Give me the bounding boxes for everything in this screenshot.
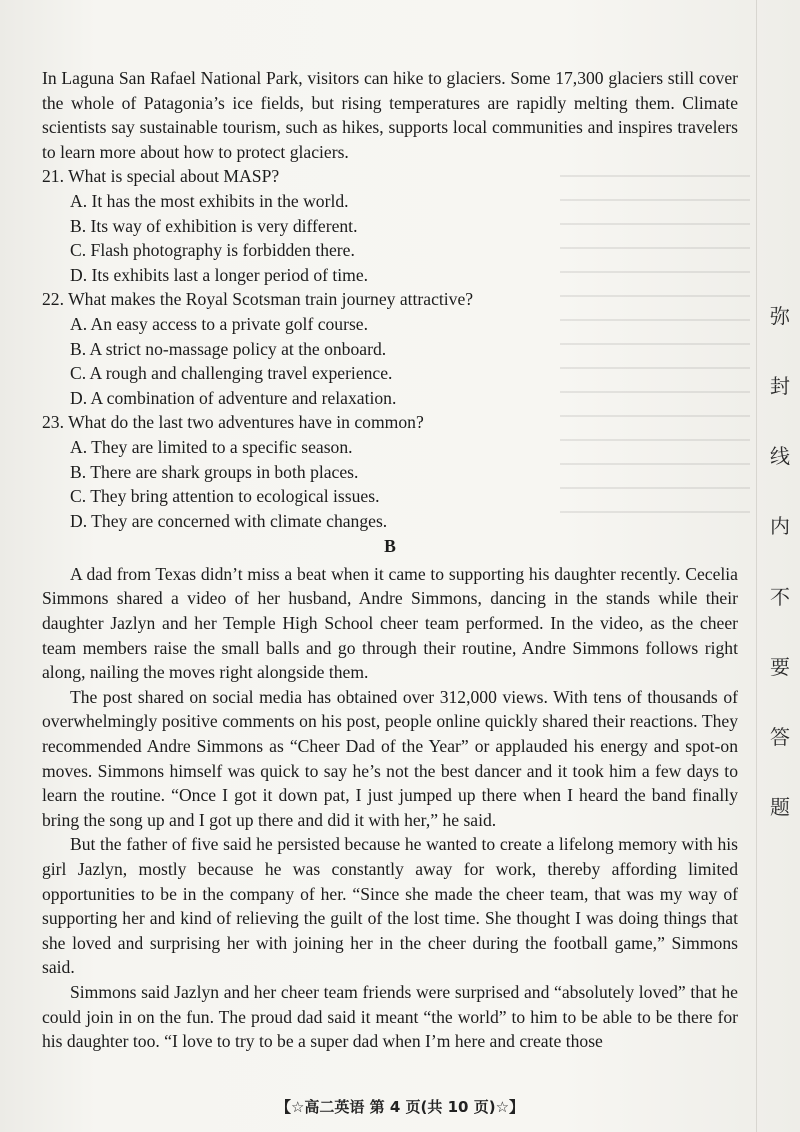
option: B. There are shark groups in both places. [70,461,359,482]
option: C. They bring attention to ecological issues. [70,486,380,507]
passage-b-paragraph-3: But the father of five said he persisted because he wanted to create a lifelong memory with his girl Jazlyn, mostly because he was constantly away for work, thereby affording limited opportunities to be in the company of her. “Since she made the cheer team, that was my way of supporting her and kind of relieving the guilt of the lost time. She thought I was doing things that she loved and surprising her with joining her in the cheer during the football game,” Simmons said. [42,834,738,978]
passage-b-paragraph-1: A dad from Texas didn’t miss a beat when it came to supporting his daughter recently. Cecelia Simmons shared a video of her husband, Andre Simmons, dancing in the stands while their daughter Jazlyn and her Temple High School cheer team performed. In the video, as the cheer team members raise the small balls and go through their routine, Andre Simmons follows right along, nailing the moves right alongside them. [42,563,738,683]
option: B. Its way of exhibition is very different. [70,215,358,236]
binding-margin-notice [760,300,800,820]
passage-b-paragraph-4: Simmons said Jazlyn and her cheer team friends were surprised and “absolutely loved” that he could join in on the fun. The proud dad said it meant “the world” to him to be able to be there for his daughter too. “I love to try to be a super dad when I’m here and create those [42,981,738,1052]
question-23 [42,410,738,533]
passage-a-final-paragraph: In Laguna San Rafael National Park, visitors can hike to glaciers. Some 17,300 glaciers still cover the whole of Patagonia’s ice fields, but rising temperatures are rapidly melting them. Climate scientists say sustainable tourism, such as hikes, supports local communities and inspires travelers to learn more about how to protect glaciers. [42,68,738,162]
option: D. Its exhibits last a longer period of time. [70,264,369,285]
question-stem: 21. What is special about MASP? [42,166,280,187]
page-content [42,66,738,1054]
option: C. Flash photography is forbidden there. [70,240,355,261]
section-b-heading: B [384,536,396,557]
option: A. It has the most exhibits in the world. [70,190,349,211]
option: D. They are concerned with climate changes. [70,510,388,531]
option: A. They are limited to a specific season. [70,436,353,457]
question-stem: 22. What makes the Royal Scotsman train journey attractive? [42,289,474,310]
binding-line [756,0,757,1132]
margin-char: 不 [770,584,790,609]
option: B. A strict no-massage policy at the onboard. [70,338,387,359]
question-21 [42,164,738,287]
margin-char: 封 [770,374,790,399]
margin-char: 题 [770,794,790,819]
question-stem: 23. What do the last two adventures have in common? [42,412,424,433]
passage-b-paragraph-2: The post shared on social media has obtained over 312,000 views. With tens of thousands of overwhelmingly positive comments on his post, people online quickly shared their reactions. They recommended Andre Simmons as “Cheer Dad of the Year” or applauded his energy and spot-on moves. Simmons himself was quick to say he’s not the best dancer and it took him a few days to learn the routine. “Once I got it down pat, I just jumped up there when I heard the band finally bring the song up and I got up there and did it with her,” he said. [42,686,738,830]
page-footer: 【☆高二英语 第 4 页(共 10 页)☆】 [275,1098,525,1116]
margin-char: 线 [770,444,790,469]
margin-char: 答 [770,724,790,749]
option: C. A rough and challenging travel experience. [70,363,393,384]
option: A. An easy access to a private golf course. [70,313,369,334]
margin-char: 要 [770,654,790,679]
margin-char: 弥 [770,304,790,328]
question-22 [42,287,738,410]
margin-char: 内 [770,514,790,539]
option: D. A combination of adventure and relaxation. [70,387,397,408]
